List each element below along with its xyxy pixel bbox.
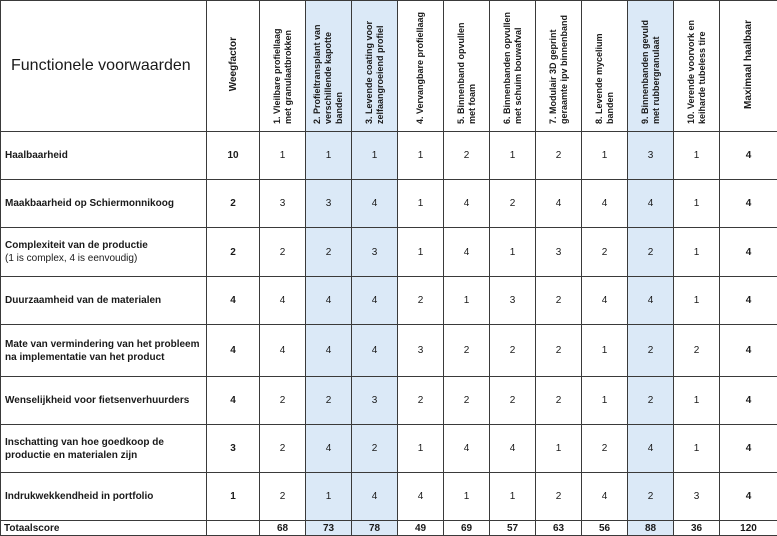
score-cell: 2 bbox=[536, 277, 582, 325]
score-cell: 2 bbox=[490, 325, 536, 377]
concept-header: 8. Levende mycelium banden bbox=[582, 1, 628, 132]
criterion-label: Maakbaarheid op Schiermonnikoog bbox=[1, 180, 207, 228]
score-cell: 2 bbox=[674, 325, 720, 377]
total-score: 68 bbox=[260, 521, 306, 536]
max-total: 120 bbox=[720, 521, 777, 536]
score-cell: 4 bbox=[352, 277, 398, 325]
weight-value: 3 bbox=[207, 425, 260, 473]
score-cell: 1 bbox=[674, 277, 720, 325]
max-value: 4 bbox=[720, 473, 777, 521]
score-cell: 1 bbox=[582, 132, 628, 180]
score-cell: 2 bbox=[306, 377, 352, 425]
score-cell: 4 bbox=[628, 180, 674, 228]
score-cell: 4 bbox=[444, 228, 490, 277]
score-cell: 2 bbox=[628, 377, 674, 425]
score-cell: 1 bbox=[582, 325, 628, 377]
score-cell: 2 bbox=[444, 325, 490, 377]
total-score: 69 bbox=[444, 521, 490, 536]
score-cell: 1 bbox=[352, 132, 398, 180]
total-score: 57 bbox=[490, 521, 536, 536]
score-cell: 1 bbox=[674, 425, 720, 473]
score-cell: 3 bbox=[260, 180, 306, 228]
concept-header: 2. Profieltransplant van verschillende kapotte banden bbox=[306, 1, 352, 132]
score-cell: 4 bbox=[582, 473, 628, 521]
score-cell: 1 bbox=[674, 180, 720, 228]
criterion-label: Wenselijkheid voor fietsenverhuurders bbox=[1, 377, 207, 425]
total-score: 78 bbox=[352, 521, 398, 536]
score-cell: 2 bbox=[536, 377, 582, 425]
criterion-label: Mate van vermindering van het probleem na implementatie van het product bbox=[1, 325, 207, 377]
weight-header: Weegfactor bbox=[207, 1, 260, 132]
score-cell: 1 bbox=[398, 180, 444, 228]
weight-value: 2 bbox=[207, 228, 260, 277]
weight-value: 2 bbox=[207, 180, 260, 228]
weight-value: 1 bbox=[207, 473, 260, 521]
table-row bbox=[1, 377, 777, 425]
weight-value: 4 bbox=[207, 277, 260, 325]
score-cell: 3 bbox=[536, 228, 582, 277]
score-cell: 4 bbox=[260, 325, 306, 377]
score-cell: 4 bbox=[352, 473, 398, 521]
criterion-label: Complexiteit van de productie (1 is complex, 4 is eenvoudig) bbox=[1, 228, 207, 277]
total-row bbox=[1, 521, 777, 536]
score-cell: 2 bbox=[260, 425, 306, 473]
table-row bbox=[1, 425, 777, 473]
table-row bbox=[1, 228, 777, 277]
score-cell: 1 bbox=[674, 377, 720, 425]
score-cell: 2 bbox=[398, 277, 444, 325]
score-cell: 4 bbox=[398, 473, 444, 521]
weight-value: 4 bbox=[207, 325, 260, 377]
score-cell: 4 bbox=[582, 277, 628, 325]
score-cell: 3 bbox=[306, 180, 352, 228]
max-value: 4 bbox=[720, 228, 777, 277]
total-score: 49 bbox=[398, 521, 444, 536]
score-cell: 1 bbox=[674, 132, 720, 180]
score-cell: 2 bbox=[536, 325, 582, 377]
concept-header: 5. Binnenband opvullen met foam bbox=[444, 1, 490, 132]
table-row bbox=[1, 180, 777, 228]
score-cell: 1 bbox=[444, 277, 490, 325]
score-cell: 3 bbox=[490, 277, 536, 325]
table-row bbox=[1, 325, 777, 377]
score-cell: 2 bbox=[628, 473, 674, 521]
max-value: 4 bbox=[720, 132, 777, 180]
score-cell: 1 bbox=[536, 425, 582, 473]
score-cell: 4 bbox=[444, 425, 490, 473]
score-cell: 4 bbox=[628, 277, 674, 325]
score-cell: 2 bbox=[306, 228, 352, 277]
weight-value: 10 bbox=[207, 132, 260, 180]
score-cell: 3 bbox=[352, 228, 398, 277]
score-cell: 2 bbox=[628, 325, 674, 377]
score-cell: 1 bbox=[674, 228, 720, 277]
total-score: 56 bbox=[582, 521, 628, 536]
concept-header: 6. Binnenbanden opvullen met schuim bouwafval bbox=[490, 1, 536, 132]
score-cell: 2 bbox=[582, 228, 628, 277]
score-cell: 1 bbox=[490, 132, 536, 180]
score-cell: 4 bbox=[306, 325, 352, 377]
score-cell: 1 bbox=[398, 425, 444, 473]
score-cell: 3 bbox=[398, 325, 444, 377]
total-score: 73 bbox=[306, 521, 352, 536]
total-weight-blank bbox=[207, 521, 260, 536]
score-cell: 1 bbox=[582, 377, 628, 425]
concept-header: 10. Verende voorvork en keiharde tubeless tire bbox=[674, 1, 720, 132]
score-cell: 4 bbox=[628, 425, 674, 473]
concept-header: 1. Vleilbare profiellaag met granulaatbrokken bbox=[260, 1, 306, 132]
score-cell: 4 bbox=[490, 425, 536, 473]
score-cell: 4 bbox=[536, 180, 582, 228]
score-cell: 2 bbox=[536, 473, 582, 521]
concept-header: 3. Levende coating voor zelfaangroeiend profiel bbox=[352, 1, 398, 132]
max-header: Maximaal haalbaar bbox=[720, 1, 777, 132]
max-value: 4 bbox=[720, 277, 777, 325]
score-cell: 2 bbox=[536, 132, 582, 180]
criterion-label: Indrukwekkendheid in portfolio bbox=[1, 473, 207, 521]
score-cell: 2 bbox=[490, 180, 536, 228]
score-cell: 4 bbox=[306, 277, 352, 325]
total-score: 88 bbox=[628, 521, 674, 536]
score-cell: 1 bbox=[306, 132, 352, 180]
concept-header: 4. Vervangbare profiellaag bbox=[398, 1, 444, 132]
score-cell: 2 bbox=[352, 425, 398, 473]
max-value: 4 bbox=[720, 180, 777, 228]
score-cell: 2 bbox=[260, 228, 306, 277]
max-value: 4 bbox=[720, 425, 777, 473]
score-cell: 2 bbox=[444, 132, 490, 180]
score-cell: 4 bbox=[260, 277, 306, 325]
score-cell: 4 bbox=[352, 180, 398, 228]
table-row bbox=[1, 473, 777, 521]
criterion-label: Haalbaarheid bbox=[1, 132, 207, 180]
score-cell: 1 bbox=[398, 132, 444, 180]
score-cell: 2 bbox=[628, 228, 674, 277]
score-cell: 1 bbox=[490, 228, 536, 277]
concept-header: 7. Modulair 3D geprint geraamte ipv binnenband bbox=[536, 1, 582, 132]
concept-header: 9. Binnenbanden gevuld met rubbergranulaat bbox=[628, 1, 674, 132]
score-cell: 2 bbox=[398, 377, 444, 425]
score-cell: 2 bbox=[260, 377, 306, 425]
score-cell: 4 bbox=[582, 180, 628, 228]
max-value: 4 bbox=[720, 325, 777, 377]
score-cell: 3 bbox=[352, 377, 398, 425]
table-row bbox=[1, 132, 777, 180]
total-label: Totaalscore bbox=[1, 521, 207, 536]
score-cell: 2 bbox=[444, 377, 490, 425]
score-cell: 3 bbox=[674, 473, 720, 521]
score-cell: 2 bbox=[490, 377, 536, 425]
score-cell: 4 bbox=[444, 180, 490, 228]
total-score: 63 bbox=[536, 521, 582, 536]
score-cell: 1 bbox=[306, 473, 352, 521]
max-value: 4 bbox=[720, 377, 777, 425]
score-cell: 4 bbox=[306, 425, 352, 473]
criterion-label: Duurzaamheid van de materialen bbox=[1, 277, 207, 325]
score-cell: 1 bbox=[260, 132, 306, 180]
score-cell: 1 bbox=[398, 228, 444, 277]
weight-value: 4 bbox=[207, 377, 260, 425]
table-row bbox=[1, 277, 777, 325]
score-cell: 4 bbox=[352, 325, 398, 377]
score-cell: 3 bbox=[628, 132, 674, 180]
total-score: 36 bbox=[674, 521, 720, 536]
score-cell: 2 bbox=[582, 425, 628, 473]
criterion-label: Inschatting van hoe goedkoop de productie en materialen zijn bbox=[1, 425, 207, 473]
score-cell: 1 bbox=[490, 473, 536, 521]
table-title: Functionele voorwaarden bbox=[1, 1, 207, 132]
score-cell: 2 bbox=[260, 473, 306, 521]
score-cell: 1 bbox=[444, 473, 490, 521]
